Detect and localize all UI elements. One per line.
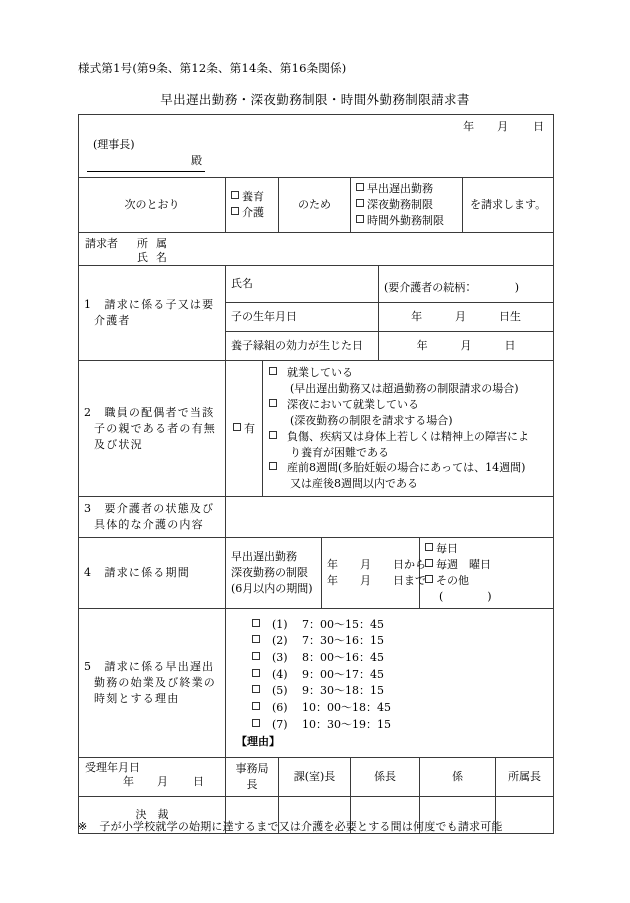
section5-label	[79, 609, 226, 758]
requester-name-label: 氏名	[137, 250, 175, 264]
section2-option-employed-note: (早出遅出勤務又は超過勤務の制限請求の場合)	[290, 381, 519, 395]
checkbox-icon[interactable]	[252, 669, 260, 677]
submission-date	[463, 119, 545, 135]
checkbox-icon[interactable]	[231, 207, 239, 215]
section2-option-injury[interactable]	[269, 429, 549, 445]
reason-option-kaigo[interactable]	[231, 205, 273, 221]
section5-label-line3: 時刻とする理由	[94, 692, 180, 706]
footnote-mark-icon: ※	[78, 820, 88, 833]
reason-option-label: 介護	[242, 205, 264, 219]
section4-kind-line1: 早出遅出勤務	[231, 550, 297, 564]
section3-label	[79, 497, 226, 538]
section4-frequency-label: 毎週 曜日	[436, 558, 491, 572]
checkbox-icon[interactable]	[356, 215, 364, 223]
section5-time-value: 9：30〜18：15	[302, 684, 384, 698]
request-connector-text: のため	[279, 178, 351, 233]
section4-row	[79, 538, 554, 609]
receipt-date-cell[interactable]	[79, 758, 226, 797]
section2-option-night-work-note: (深夜勤務の制限を請求する場合)	[290, 413, 453, 427]
checkbox-icon[interactable]	[425, 575, 433, 583]
approval-stamp-shozokucho[interactable]	[496, 796, 554, 833]
section1-value-birthdate[interactable]: 年 月 日生	[379, 302, 554, 331]
section4-kind-line3: (6月以内の期間)	[231, 582, 313, 596]
date-day-label: 日	[533, 120, 545, 133]
section5-time-option-5[interactable]	[230, 683, 549, 700]
checkbox-icon[interactable]	[356, 199, 364, 207]
approval-column-kakaricho: 係長	[351, 758, 420, 797]
section5-time-options	[226, 609, 554, 758]
request-statement-row	[79, 178, 554, 233]
checkbox-icon[interactable]	[252, 719, 260, 727]
section2-option-maternity[interactable]	[269, 460, 549, 476]
section5-time-number: (4)	[272, 667, 288, 681]
section5-time-number: (6)	[272, 701, 288, 715]
section2-presence-label: 有	[244, 421, 255, 435]
requester-affiliation-label: 所属	[137, 236, 175, 250]
section1-label-line1: 請求に係る子又は要	[104, 297, 215, 311]
addressee-title: (理事長)	[93, 138, 135, 151]
section5-time-value: 7：00〜15：45	[302, 617, 384, 631]
request-lead-text: 次のとおり	[79, 178, 226, 233]
receipt-month-label: 月	[157, 775, 169, 789]
section2-label-line2: 子の親である者の有無	[94, 421, 216, 435]
footnote-text: 子が小学校就学の始期に達するまで又は介護を必要とする間は何度でも請求可能	[99, 820, 503, 833]
section1-label	[79, 265, 226, 360]
request-closing-text: を請求します。	[463, 178, 554, 233]
section4-date-from: 年 月 日から	[327, 557, 426, 571]
checkbox-icon[interactable]	[252, 635, 260, 643]
request-type-label: 時間外勤務制限	[367, 213, 444, 227]
section1-row-name	[79, 265, 554, 302]
section1-value-adoption[interactable]: 年 月 日	[379, 331, 554, 360]
receipt-day-label: 日	[193, 775, 205, 789]
section1-field-name: 氏名	[226, 265, 379, 302]
section5-time-option-2[interactable]	[230, 633, 549, 650]
page-title: 早出遅出勤務・深夜勤務制限・時間外勤務制限請求書	[160, 92, 470, 107]
section5-time-option-7[interactable]	[230, 717, 549, 734]
section4-date-to: 年 月 日まで	[327, 574, 426, 588]
section5-time-number: (7)	[272, 717, 288, 731]
section2-number: 2	[84, 405, 91, 419]
section5-time-value: 8：00〜16：45	[302, 651, 384, 665]
checkbox-icon[interactable]	[269, 431, 277, 439]
approval-column-shozokucho: 所属長	[496, 758, 554, 797]
section5-reason-label: 【理由】	[236, 734, 280, 748]
section2-options	[263, 360, 554, 497]
section4-frequency-other[interactable]	[425, 573, 548, 589]
request-type-label: 深夜勤務制限	[367, 197, 433, 211]
section5-time-value: 9：00〜17：45	[302, 667, 384, 681]
section5-number: 5	[84, 660, 91, 674]
checkbox-icon[interactable]	[252, 619, 260, 627]
section5-time-option-1[interactable]	[230, 617, 549, 634]
reason-option-label: 養育	[242, 189, 264, 203]
checkbox-icon[interactable]	[233, 423, 241, 431]
requester-label: 請求者	[85, 236, 118, 250]
checkbox-icon[interactable]	[252, 685, 260, 693]
section2-option-injury-cont: り養育が困難である	[290, 445, 389, 459]
section4-frequency-other-blank[interactable]: ( )	[439, 590, 492, 604]
section5-time-value: 10：00〜18：45	[302, 701, 391, 715]
section2-presence-checkbox[interactable]	[226, 360, 263, 497]
approval-column-jimukyokucho: 事務局長	[226, 758, 279, 797]
section5-time-number: (3)	[272, 651, 288, 665]
section2-option-label: 就業している	[287, 365, 353, 379]
section5-time-option-4[interactable]	[230, 667, 549, 684]
request-type-jikangai[interactable]	[356, 213, 457, 229]
section1-number: 1	[84, 297, 91, 311]
section5-label-line2: 勤務の始業及び終業の	[94, 676, 216, 690]
section5-time-number: (5)	[272, 684, 288, 698]
section5-time-value: 7：30〜16：15	[302, 634, 384, 648]
approval-column-kashitsucho: 課(室)長	[279, 758, 351, 797]
section4-frequency-weekly[interactable]	[425, 557, 548, 573]
section2-option-label: 産前8週間(多胎妊娠の場合にあっては、14週間)	[287, 461, 526, 475]
reason-checkbox-group	[226, 178, 279, 233]
date-month-label: 月	[497, 120, 509, 133]
section2-label-line1: 職員の配偶者で当該	[104, 405, 215, 419]
section2-option-maternity-cont: 又は産後8週間以内である	[290, 477, 418, 491]
section4-frequency-label: 毎日	[436, 542, 458, 556]
section5-time-number: (2)	[272, 634, 288, 648]
request-type-hayade[interactable]	[356, 181, 457, 197]
footnote	[78, 818, 503, 834]
section1-label-line2: 介護者	[94, 313, 131, 327]
section5-time-number: (1)	[272, 617, 288, 631]
section2-label-line3: 及び状況	[94, 437, 143, 451]
section3-number: 3	[84, 502, 91, 516]
request-type-label: 早出遅出勤務	[367, 182, 433, 195]
addressee-cell	[79, 115, 554, 178]
section3-value[interactable]	[226, 497, 554, 538]
checkbox-icon[interactable]	[356, 183, 364, 191]
section3-label-line1: 要介護者の状態及び	[104, 502, 215, 516]
section2-option-label: 負傷、疾病又は身体上若しくは精神上の障害によ	[287, 429, 529, 443]
form-code: 様式第1号(第9条、第12条、第14条、第16条関係)	[78, 61, 347, 75]
checkbox-icon[interactable]	[425, 559, 433, 567]
section5-row	[79, 609, 554, 758]
checkbox-icon[interactable]	[269, 399, 277, 407]
receipt-date-fields	[123, 774, 205, 790]
section3-row	[79, 497, 554, 538]
addressee-input-rule[interactable]	[87, 158, 205, 172]
checkbox-icon[interactable]	[252, 702, 260, 710]
section2-option-label: 深夜において就業している	[287, 397, 419, 411]
checkbox-icon[interactable]	[252, 652, 260, 660]
addressee-honorific: 殿	[191, 154, 202, 167]
request-form-table	[78, 114, 554, 834]
receipt-date-label: 受理年月日	[85, 761, 140, 775]
approval-header-row	[79, 758, 554, 797]
section4-period-dates[interactable]	[322, 538, 426, 609]
section2-row	[79, 360, 554, 497]
reason-option-yoiku[interactable]	[231, 189, 273, 205]
section4-frequency-daily[interactable]	[425, 541, 548, 557]
section2-option-night-work[interactable]	[269, 397, 549, 413]
approval-column-kakari: 係	[420, 758, 496, 797]
section1-field-adoption: 養子縁組の効力が生じた日	[226, 331, 379, 360]
checkbox-icon[interactable]	[231, 191, 239, 199]
date-year-label: 年	[463, 120, 475, 133]
section4-label	[79, 538, 226, 609]
section4-frequency-label: その他	[436, 574, 469, 588]
section5-time-option-6[interactable]	[230, 700, 549, 717]
section5-label-line1: 請求に係る早出遅出	[104, 660, 215, 674]
section4-label-text: 請求に係る期間	[104, 566, 190, 580]
section1-field-birthdate: 子の生年月日	[226, 302, 379, 331]
section4-kind-line2: 深夜勤務の制限	[231, 566, 308, 580]
decision-label: 決 裁	[79, 796, 226, 833]
header-row	[79, 115, 554, 178]
receipt-year-label: 年	[123, 775, 135, 789]
checkbox-icon[interactable]	[425, 543, 433, 551]
checkbox-icon[interactable]	[269, 367, 277, 375]
section2-option-employed[interactable]	[269, 365, 549, 381]
request-type-checkbox-group	[351, 178, 463, 233]
section1-value-relation[interactable]: (要介護者の続柄： )	[379, 265, 554, 302]
section4-frequency-group	[420, 538, 554, 609]
checkbox-icon[interactable]	[269, 462, 277, 470]
section4-kind	[226, 538, 322, 609]
section2-label	[79, 360, 226, 497]
section5-time-option-3[interactable]	[230, 650, 549, 667]
requester-cell[interactable]	[79, 232, 554, 265]
section5-time-value: 10：30〜19：15	[302, 717, 391, 731]
section3-label-line2: 具体的な介護の内容	[94, 518, 204, 532]
request-type-shinya[interactable]	[356, 197, 457, 213]
requester-row	[79, 232, 554, 265]
section4-number: 4	[84, 566, 91, 580]
